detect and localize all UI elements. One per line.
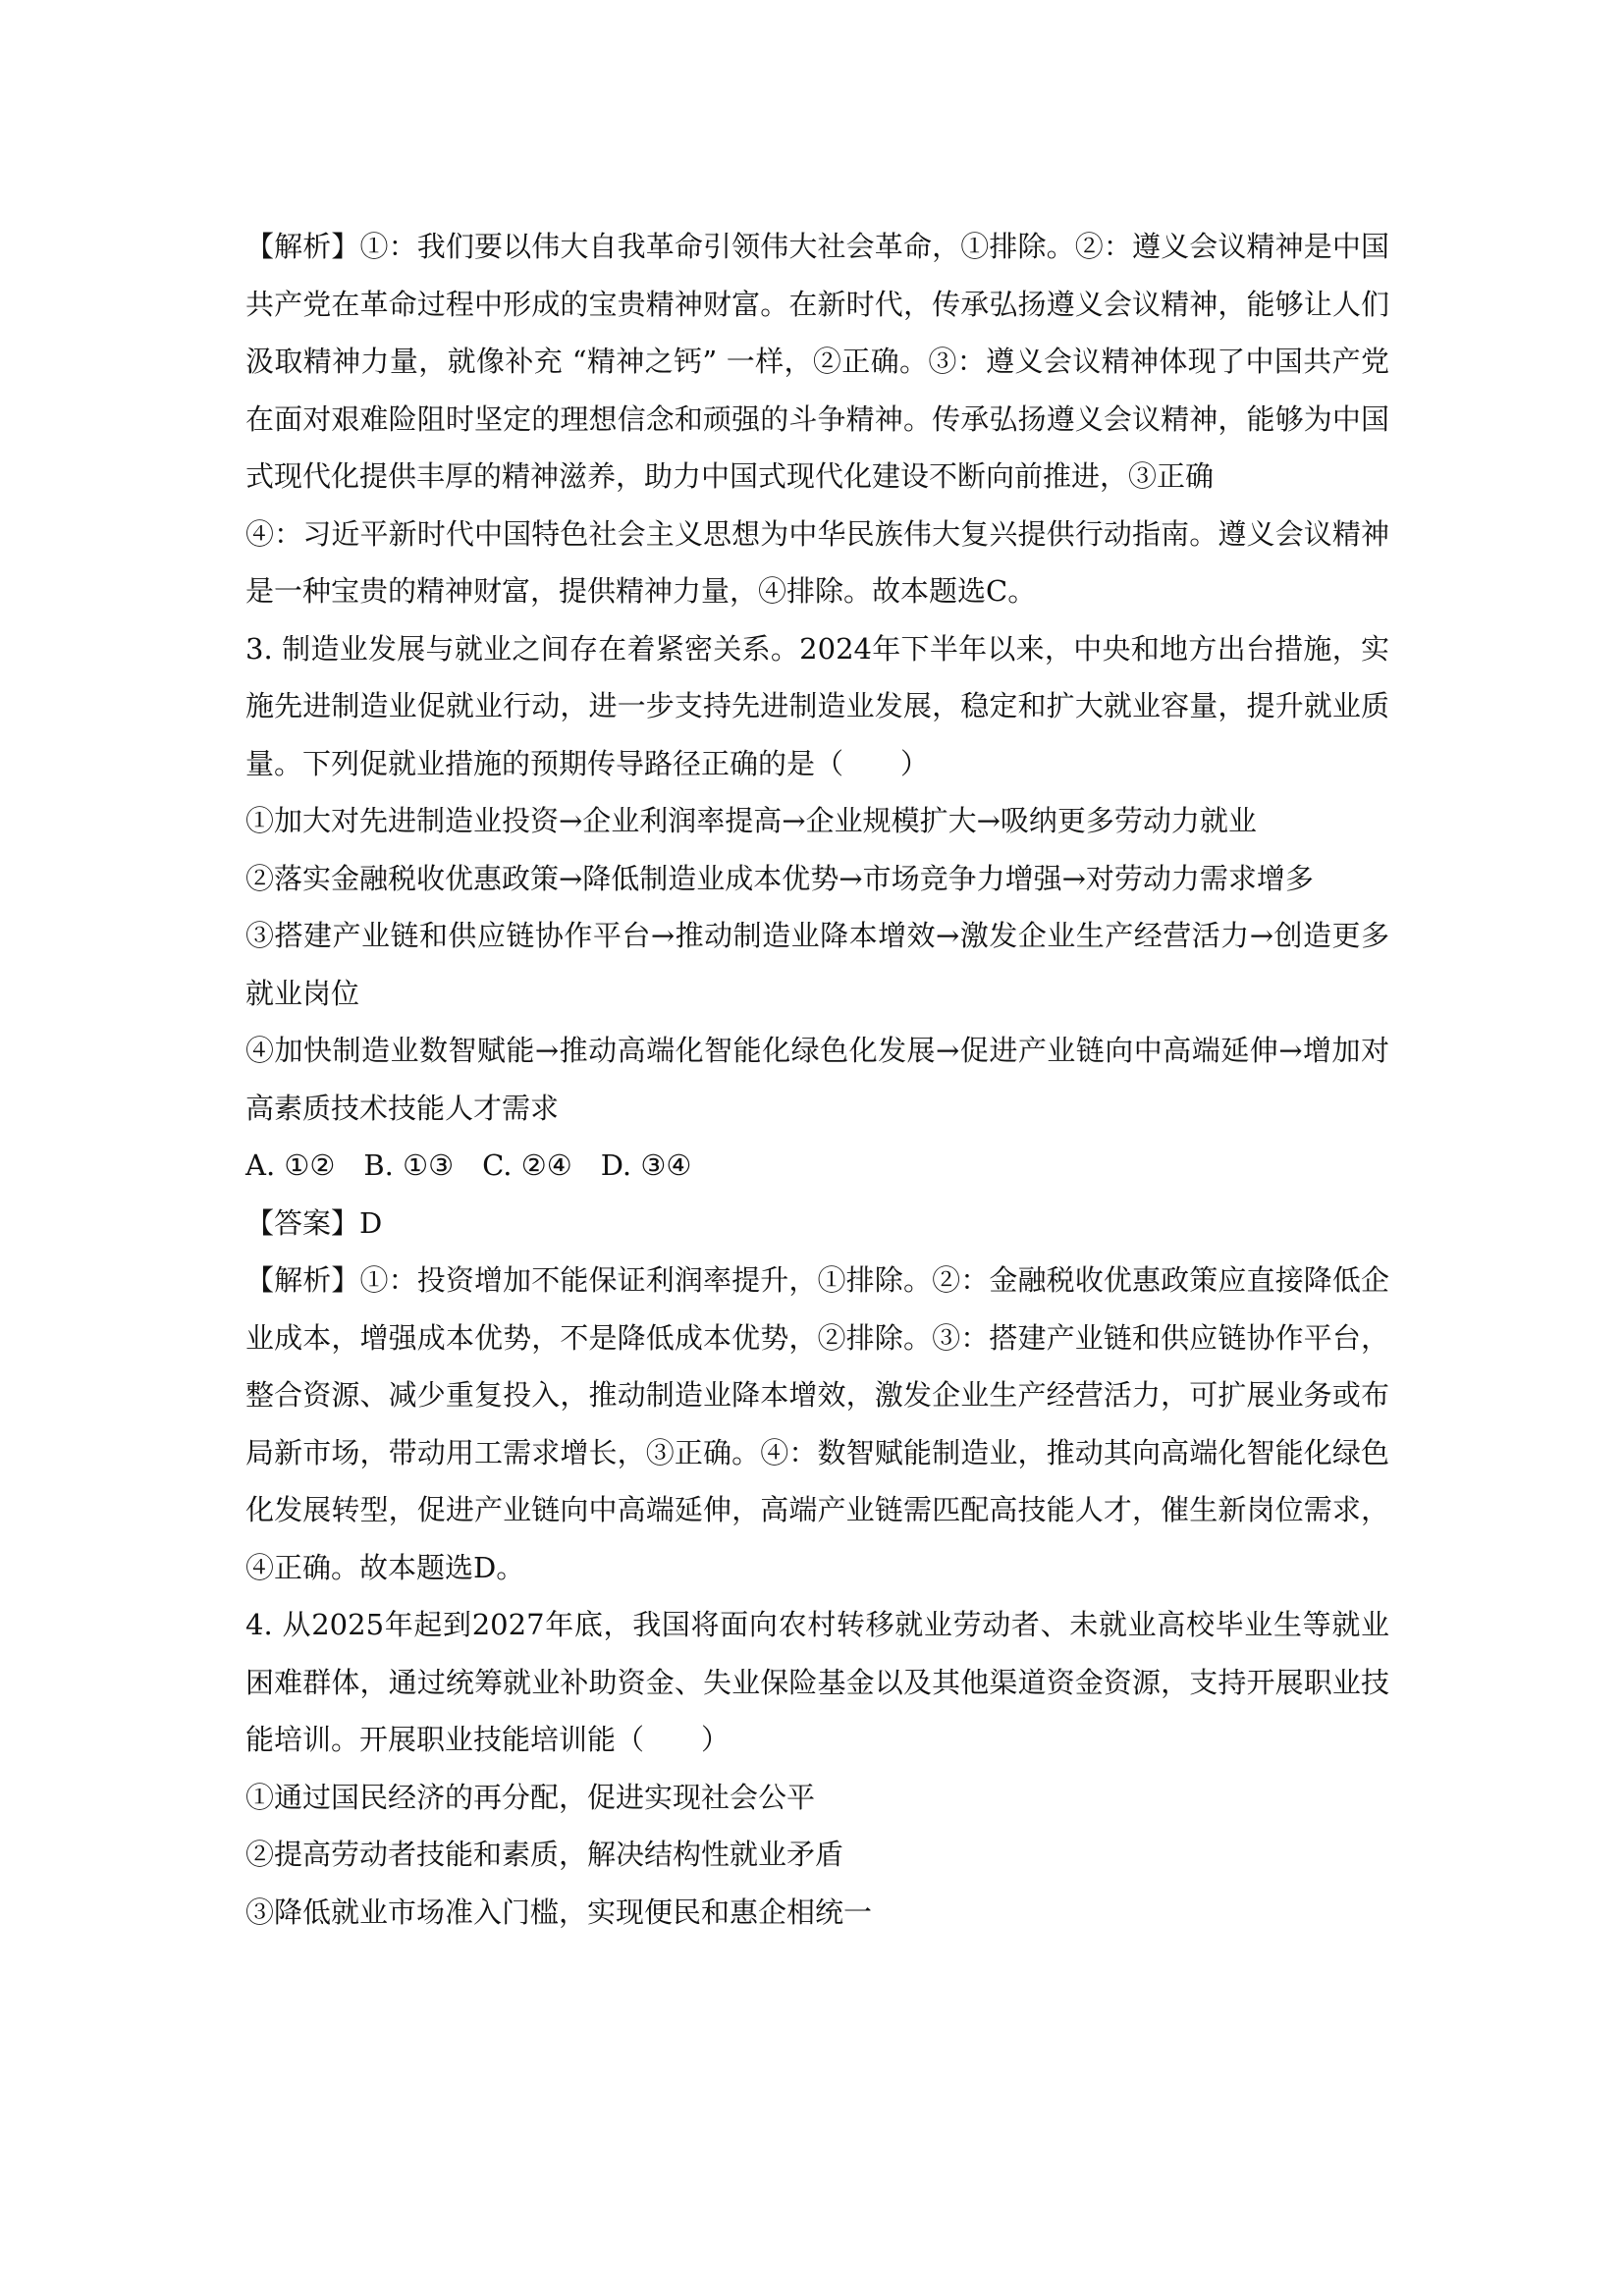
question-4-statement-2: ②提高劳动者技能和素质，解决结构性就业矛盾	[245, 1838, 844, 1871]
question-3-analysis: 【解析】①：投资增加不能保证利润率提升，①排除。②：金融税收优惠政策应直接降低企业成本，增强成本优势，不是降低成本优势，②排除。③：搭建产业链和供应链协作平台，整合资源、减少重复投入，推动制造业降本增效，激发企业生产经营活力，可扩展业务或布局新市场，带动用工需求增长，③正确。④：数智赋能制造业，推动其向高端化智能化绿色化发展转型，促进产业链向中高端延伸，高端产业链需匹配高技能人才，催生新岗位需求，④正确。故本题选D。	[245, 1263, 1389, 1584]
question-3-answer: 【答案】D	[245, 1205, 383, 1240]
question-4-statement-1: ①通过国民经济的再分配，促进实现社会公平	[245, 1780, 816, 1814]
question-3-statement-3: ③搭建产业链和供应链协作平台→推动制造业降本增效→激发企业生产经营活力→创造更多就业岗位	[245, 919, 1389, 1010]
question-3-stem: 3. 制造业发展与就业之间存在着紧密关系。2024年下半年以来，中央和地方出台措施，实施先进制造业促就业行动，进一步支持先进制造业发展，稳定和扩大就业容量，提升就业质量。下列促就业措施的预期传导路径正确的是（ ）	[245, 631, 1389, 780]
question-3-statement-1: ①加大对先进制造业投资→企业利润率提高→企业规模扩大→吸纳更多劳动力就业	[245, 804, 1257, 837]
question-3-options: A. ①② B. ①③ C. ②④ D. ③④	[245, 1148, 692, 1182]
question-3-statement-2: ②落实金融税收优惠政策→降低制造业成本优势→市场竞争力增强→对劳动力需求增多	[245, 861, 1314, 895]
document-body	[245, 218, 1389, 1941]
analysis-paragraph-q2-continued: ④：习近平新时代中国特色社会主义思想为中华民族伟大复兴提供行动指南。遵义会议精神是一种宝贵的精神财富，提供精神力量，④排除。故本题选C。	[245, 516, 1389, 608]
question-4-stem: 4. 从2025年起到2027年底，我国将面向农村转移就业劳动者、未就业高校毕业生等就业困难群体，通过统筹就业补助资金、失业保险基金以及其他渠道资金资源，支持开展职业技能培训。开展职业技能培训能（ ）	[245, 1608, 1389, 1756]
analysis-paragraph-q2: 【解析】①：我们要以伟大自我革命引领伟大社会革命，①排除。②：遵义会议精神是中国共产党在革命过程中形成的宝贵精神财富。在新时代，传承弘扬遵义会议精神，能够让人们汲取精神力量，就像补充 “精神之钙” 一样，②正确。③：遵义会议精神体现了中国共产党在面对艰难险阻时坚定的理想信念和顽强的斗争精神。传承弘扬遵义会议精神，能够为中国式现代化提供丰厚的精神滋养，助力中国式现代化建设不断向前推进，③正确	[245, 230, 1389, 493]
question-3-statement-4: ④加快制造业数智赋能→推动高端化智能化绿色化发展→促进产业链向中高端延伸→增加对高素质技术技能人才需求	[245, 1034, 1389, 1125]
question-4-statement-3: ③降低就业市场准入门槛，实现便民和惠企相统一	[245, 1895, 873, 1929]
